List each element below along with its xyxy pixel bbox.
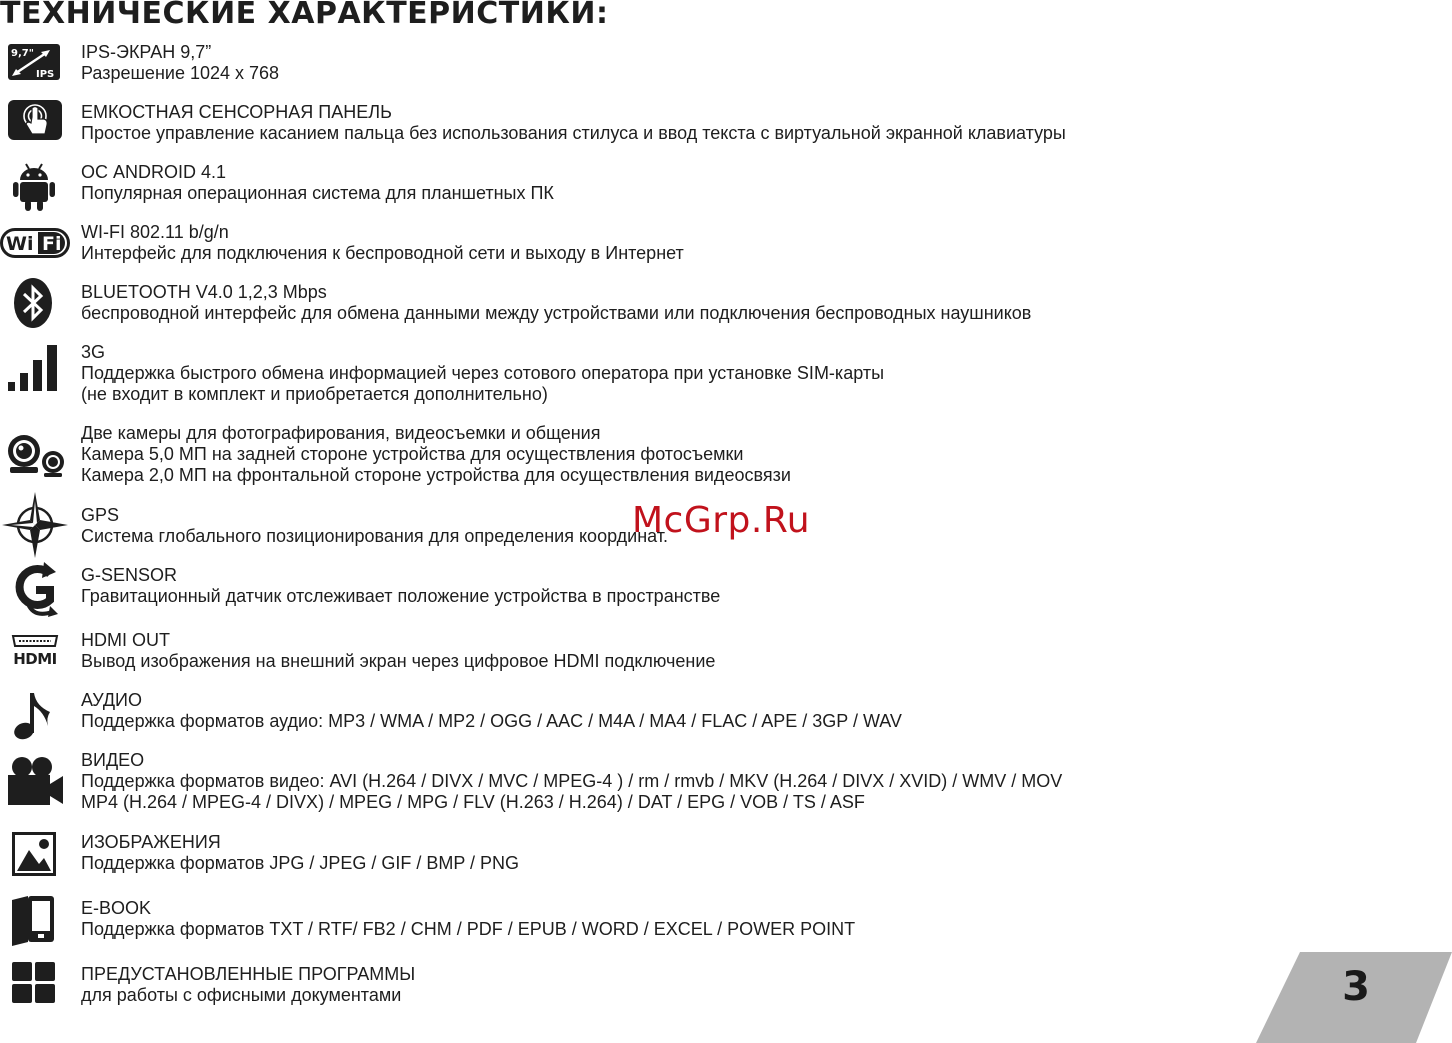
spec-text	[81, 630, 715, 672]
spec-text	[81, 282, 1031, 324]
svg-text:Wi: Wi	[6, 233, 34, 255]
spec-description: Поддержка форматов JPG / JPEG / GIF / BMP / PNG	[81, 853, 520, 873]
spec-description: Система глобального позиционирования для определения координат.	[81, 526, 669, 546]
spec-text	[81, 690, 902, 732]
screen-size-icon-size: 9,7"	[11, 48, 34, 59]
page-number: 3	[1342, 964, 1370, 1010]
spec-heading: ВИДЕО	[81, 750, 145, 770]
spec-description: Поддержка форматов TXT / RTF/ FB2 / CHM / PDF / EPUB / WORD / EXCEL / POWER POINT	[81, 919, 856, 939]
page-title: ТЕХНИЧЕСКИЕ ХАРАКТЕРИСТИКИ:	[0, 0, 609, 31]
spec-description: Интерфейс для подключения к беспроводной сети и выходу в Интернет	[81, 243, 684, 263]
spec-description: Простое управление касанием пальца без использования стилуса и ввод текста с виртуальной экранной клавиатуры	[81, 123, 1066, 143]
page-number-tab	[1256, 950, 1452, 1043]
spec-heading: ИЗОБРАЖЕНИЯ	[81, 832, 221, 852]
g-sensor-icon	[8, 560, 78, 630]
spec-heading: BLUETOOTH V4.0 1,2,3 Mbps	[81, 282, 327, 302]
spec-text	[81, 565, 720, 607]
spec-description: для работы с офисными документами	[81, 985, 402, 1005]
spec-description: MP4 (H.264 / MPEG-4 / DIVX) / MPEG / MPG / FLV (H.263 / H.264) / DAT / EPG / VOB / TS / ASF	[81, 792, 865, 812]
spec-heading: 3G	[81, 342, 106, 362]
spec-description: Поддержка форматов видео: AVI (H.264 / DIVX / MVC / MPEG-4 ) / rm / rmvb / MKV (H.264 / DIVX / XVID) / WMV / MOV	[81, 771, 1063, 791]
compass-star-icon	[1, 491, 71, 561]
spec-text	[81, 222, 684, 264]
spec-description: Камера 5,0 МП на задней стороне устройства для осуществления фотосъемки	[81, 444, 744, 464]
spec-heading: E-BOOK	[81, 898, 152, 918]
spec-text	[81, 898, 855, 940]
spec-description: Камера 2,0 МП на фронтальной стороне устройства для осуществления видеосвязи	[81, 465, 791, 485]
spec-text	[81, 505, 668, 547]
svg-text:HDMI: HDMI	[13, 650, 57, 666]
watermark: McGrp.Ru	[632, 500, 811, 541]
picture-icon	[12, 832, 82, 902]
spec-description: Поддержка форматов аудио: MP3 / WMA / MP2 / OGG / AAC / M4A / MA4 / FLAC / APE / 3GP / WAV	[81, 711, 902, 731]
spec-description: Популярная операционная система для планшетных ПК	[81, 183, 554, 203]
spec-text	[81, 342, 884, 405]
spec-text	[81, 42, 279, 84]
android-icon	[12, 160, 82, 230]
svg-text:Fi: Fi	[42, 233, 62, 255]
screen-size-icon-type: IPS	[36, 69, 55, 80]
spec-heading: HDMI OUT	[81, 630, 170, 650]
spec-description: Вывод изображения на внешний экран через цифровое HDMI подключение	[81, 651, 716, 671]
spec-text	[81, 102, 1066, 144]
spec-text	[81, 832, 519, 874]
music-note-icon	[12, 690, 82, 760]
spec-text	[81, 162, 554, 204]
spec-description: (не входит в комплект и приобретается дополнительно)	[81, 384, 548, 404]
spec-heading: IPS-ЭКРАН 9,7”	[81, 42, 212, 62]
spec-heading: АУДИО	[81, 690, 142, 710]
spec-heading: G-SENSOR	[81, 565, 178, 585]
spec-description: беспроводной интерфейс для обмена данными между устройствами или подключения беспроводных наушников	[81, 303, 1032, 323]
spec-heading: GPS	[81, 505, 120, 525]
bluetooth-icon	[13, 277, 83, 347]
spec-heading: Две камеры для фотографирования, видеосъемки и общения	[81, 423, 601, 443]
spec-text	[81, 423, 791, 486]
spec-heading: ПРЕДУСТАНОВЛЕННЫЕ ПРОГРАММЫ	[81, 964, 416, 984]
spec-text	[81, 964, 415, 1006]
spec-heading: WI-FI 802.11 b/g/n	[81, 222, 229, 242]
apps-grid-icon	[12, 962, 82, 1032]
spec-description: Гравитационный датчик отслеживает положение устройства в пространстве	[81, 586, 721, 606]
ebook-icon	[12, 896, 82, 966]
spec-heading: ЕМКОСТНАЯ СЕНСОРНАЯ ПАНЕЛЬ	[81, 102, 392, 122]
video-camera-icon	[8, 756, 78, 826]
spec-description: Поддержка быстрого обмена информацией через сотового оператора при установке SIM-карты	[81, 363, 885, 383]
signal-bars-icon	[8, 340, 78, 410]
spec-heading: ОС ANDROID 4.1	[81, 162, 227, 182]
spec-text	[81, 750, 1062, 813]
spec-description: Разрешение 1024 х 768	[81, 63, 280, 83]
